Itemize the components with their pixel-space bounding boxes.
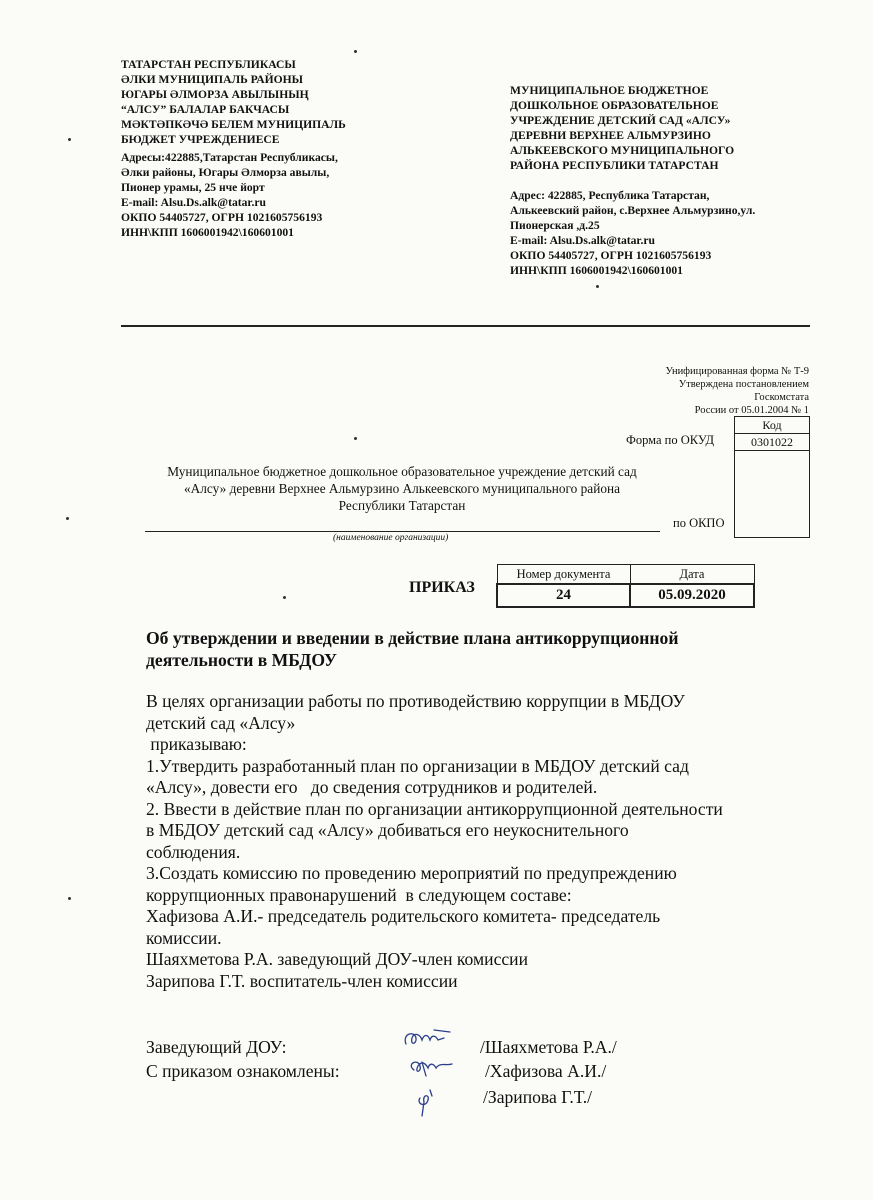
- body-line: Зарипова Г.Т. воспитатель-член комиссии: [146, 970, 458, 991]
- unified-form-line: России от 05.01.2004 № 1: [694, 405, 809, 416]
- scan-speck: [596, 285, 599, 288]
- header-left-line: Әлки районы, Югары Әлморза авылы,: [121, 165, 330, 179]
- header-right-title-line: РАЙОНА РЕСПУБЛИКИ ТАТАРСТАН: [510, 159, 719, 173]
- organization-line: «Алсу» деревни Верхнее Альмурзино Алькеевского муниципального района: [184, 481, 620, 496]
- unified-form-line: Госкомстата: [754, 392, 809, 403]
- header-right-address-line: ИНН\КПП 1606001942\160601001: [510, 264, 683, 278]
- header-right-address-line: Пионерская ,д.25: [510, 218, 600, 232]
- header-divider: [121, 325, 810, 327]
- header-right-address-line: ОКПО 54405727, ОГРН 1021605756193: [510, 248, 712, 262]
- body-line: детский сад «Алсу»: [146, 712, 296, 733]
- scan-speck: [354, 437, 357, 440]
- okud-code: 0301022: [735, 434, 810, 451]
- header-right-title-line: АЛЬКЕЕВСКОГО МУНИЦИПАЛЬНОГО: [510, 144, 735, 158]
- header-right-title-line: ДОШКОЛЬНОЕ ОБРАЗОВАТЕЛЬНОЕ: [510, 99, 719, 113]
- signature-head: [405, 1030, 450, 1044]
- body-line: Хафизова А.И.- председатель родительского комитета- председатель: [146, 906, 661, 926]
- header-right: [510, 83, 755, 278]
- okud-label: Форма по ОКУД: [626, 433, 714, 447]
- header-left-line: ӘЛКИ МУНИЦИПАЛЬ РАЙОНЫ: [121, 73, 304, 87]
- handwritten-signatures: [400, 1024, 480, 1124]
- okpo-label: по ОКПО: [673, 516, 725, 530]
- header-right-title-line: МУНИЦИПАЛЬНОЕ БЮДЖЕТНОЕ: [510, 84, 709, 97]
- header-left-line: Адресы:422885,Татарстан Республикасы,: [121, 150, 338, 164]
- header-left-line: ОКПО 54405727, ОГРН 1021605756193: [121, 210, 323, 224]
- ack-label: С приказом ознакомлены:: [146, 1061, 340, 1081]
- body-line: комиссии.: [146, 927, 222, 948]
- header-left-line: Пионер урамы, 25 нче йорт: [121, 180, 265, 194]
- head-name: /Шаяхметова Р.А./: [480, 1037, 617, 1057]
- organization-line: Муниципальное бюджетное дошкольное образовательное учреждение детский сад: [167, 464, 637, 479]
- scan-speck: [354, 50, 357, 53]
- unified-form-line: Унифицированная форма № Т-9: [665, 366, 809, 377]
- header-right-address-line: E-mail: Alsu.Ds.alk@tatar.ru: [510, 233, 655, 247]
- header-left-line: МӘКТӘПКӘЧӘ БЕЛЕМ МУНИЦИПАЛЬ: [121, 118, 346, 132]
- organization-name: [142, 463, 662, 514]
- ack-name-2: /Зарипова Г.Т./: [483, 1087, 593, 1107]
- organization-caption: (наименование организации): [333, 533, 449, 543]
- body-line: Шаяхметова Р.А. заведующий ДОУ-член комиссии: [146, 949, 529, 969]
- header-left-line: “АЛСУ” БАЛАЛАР БАКЧАСЫ: [121, 103, 290, 117]
- header-right-address-line: Адрес: 422885, Республика Татарстан,: [510, 188, 710, 202]
- body-line: В целях организации работы по противодействию коррупции в МБДОУ: [146, 691, 685, 711]
- header-left-line: E-mail: Alsu.Ds.alk@tatar.ru: [121, 195, 266, 209]
- header-right-address-line: Алькеевский район, с.Верхнее Альмурзино,ул.: [510, 203, 756, 217]
- body-line: коррупционных правонарушений в следующем составе:: [146, 884, 572, 905]
- body-line: «Алсу», довести его до сведения сотрудников и родителей.: [146, 777, 598, 797]
- body-line: в МБДОУ детский сад «Алсу» добиваться его неукоснительного: [146, 820, 629, 840]
- doc-date: 05.09.2020: [630, 584, 754, 607]
- order-table: [496, 564, 755, 608]
- unified-form-line: Утверждена постановлением: [678, 379, 809, 390]
- body-line: 3.Создать комиссию по проведению мероприятий по предупреждению: [146, 863, 677, 883]
- order-body: [146, 691, 723, 992]
- body-line: приказываю:: [146, 734, 247, 754]
- scan-speck: [68, 138, 71, 141]
- scan-speck: [66, 517, 69, 520]
- body-line: соблюдения.: [146, 841, 241, 862]
- code-header: Код: [735, 417, 810, 434]
- header-right-title-line: УЧРЕЖДЕНИЕ ДЕТСКИЙ САД «АЛСУ»: [510, 114, 731, 128]
- order-title: [146, 627, 678, 671]
- title-line: Об утверждении и введении в действие плана антикоррупционной: [146, 628, 679, 648]
- order-label: ПРИКАЗ: [409, 579, 475, 596]
- title-line: деятельности в МБДОУ: [146, 650, 337, 670]
- body-line: 2. Ввести в действие план по организации антикоррупционной деятельности: [146, 798, 723, 819]
- header-left-line: ТАТАРСТАН РЕСПУБЛИКАСЫ: [121, 58, 296, 71]
- header-left-line: ИНН\КПП 1606001942\160601001: [121, 226, 294, 240]
- organization-underline: [145, 531, 660, 532]
- unified-form-note: [665, 365, 809, 417]
- signature-ack-2: [419, 1090, 432, 1116]
- head-label: Заведующий ДОУ:: [146, 1037, 287, 1057]
- scan-speck: [283, 596, 286, 599]
- doc-number: 24: [497, 584, 630, 607]
- okpo-code: [735, 451, 810, 538]
- scan-speck: [68, 897, 71, 900]
- header-left-line: ЮГАРЫ ӘЛМОРЗА АВЫЛЫНЫҢ: [121, 88, 309, 102]
- header-left: [121, 57, 346, 240]
- header-right-title-line: ДЕРЕВНИ ВЕРХНЕЕ АЛЬМУРЗИНО: [510, 129, 711, 143]
- organization-line: Республики Татарстан: [338, 498, 466, 513]
- header-left-line: БЮДЖЕТ УЧРЕЖДЕНИЕСЕ: [121, 133, 280, 147]
- doc-number-header: Номер документа: [497, 565, 630, 585]
- signature-ack-1: [411, 1062, 452, 1076]
- body-line: 1.Утвердить разработанный план по организации в МБДОУ детский сад: [146, 755, 689, 776]
- ack-name-1: /Хафизова А.И./: [485, 1061, 607, 1081]
- date-header: Дата: [630, 565, 754, 585]
- code-table: [734, 416, 810, 538]
